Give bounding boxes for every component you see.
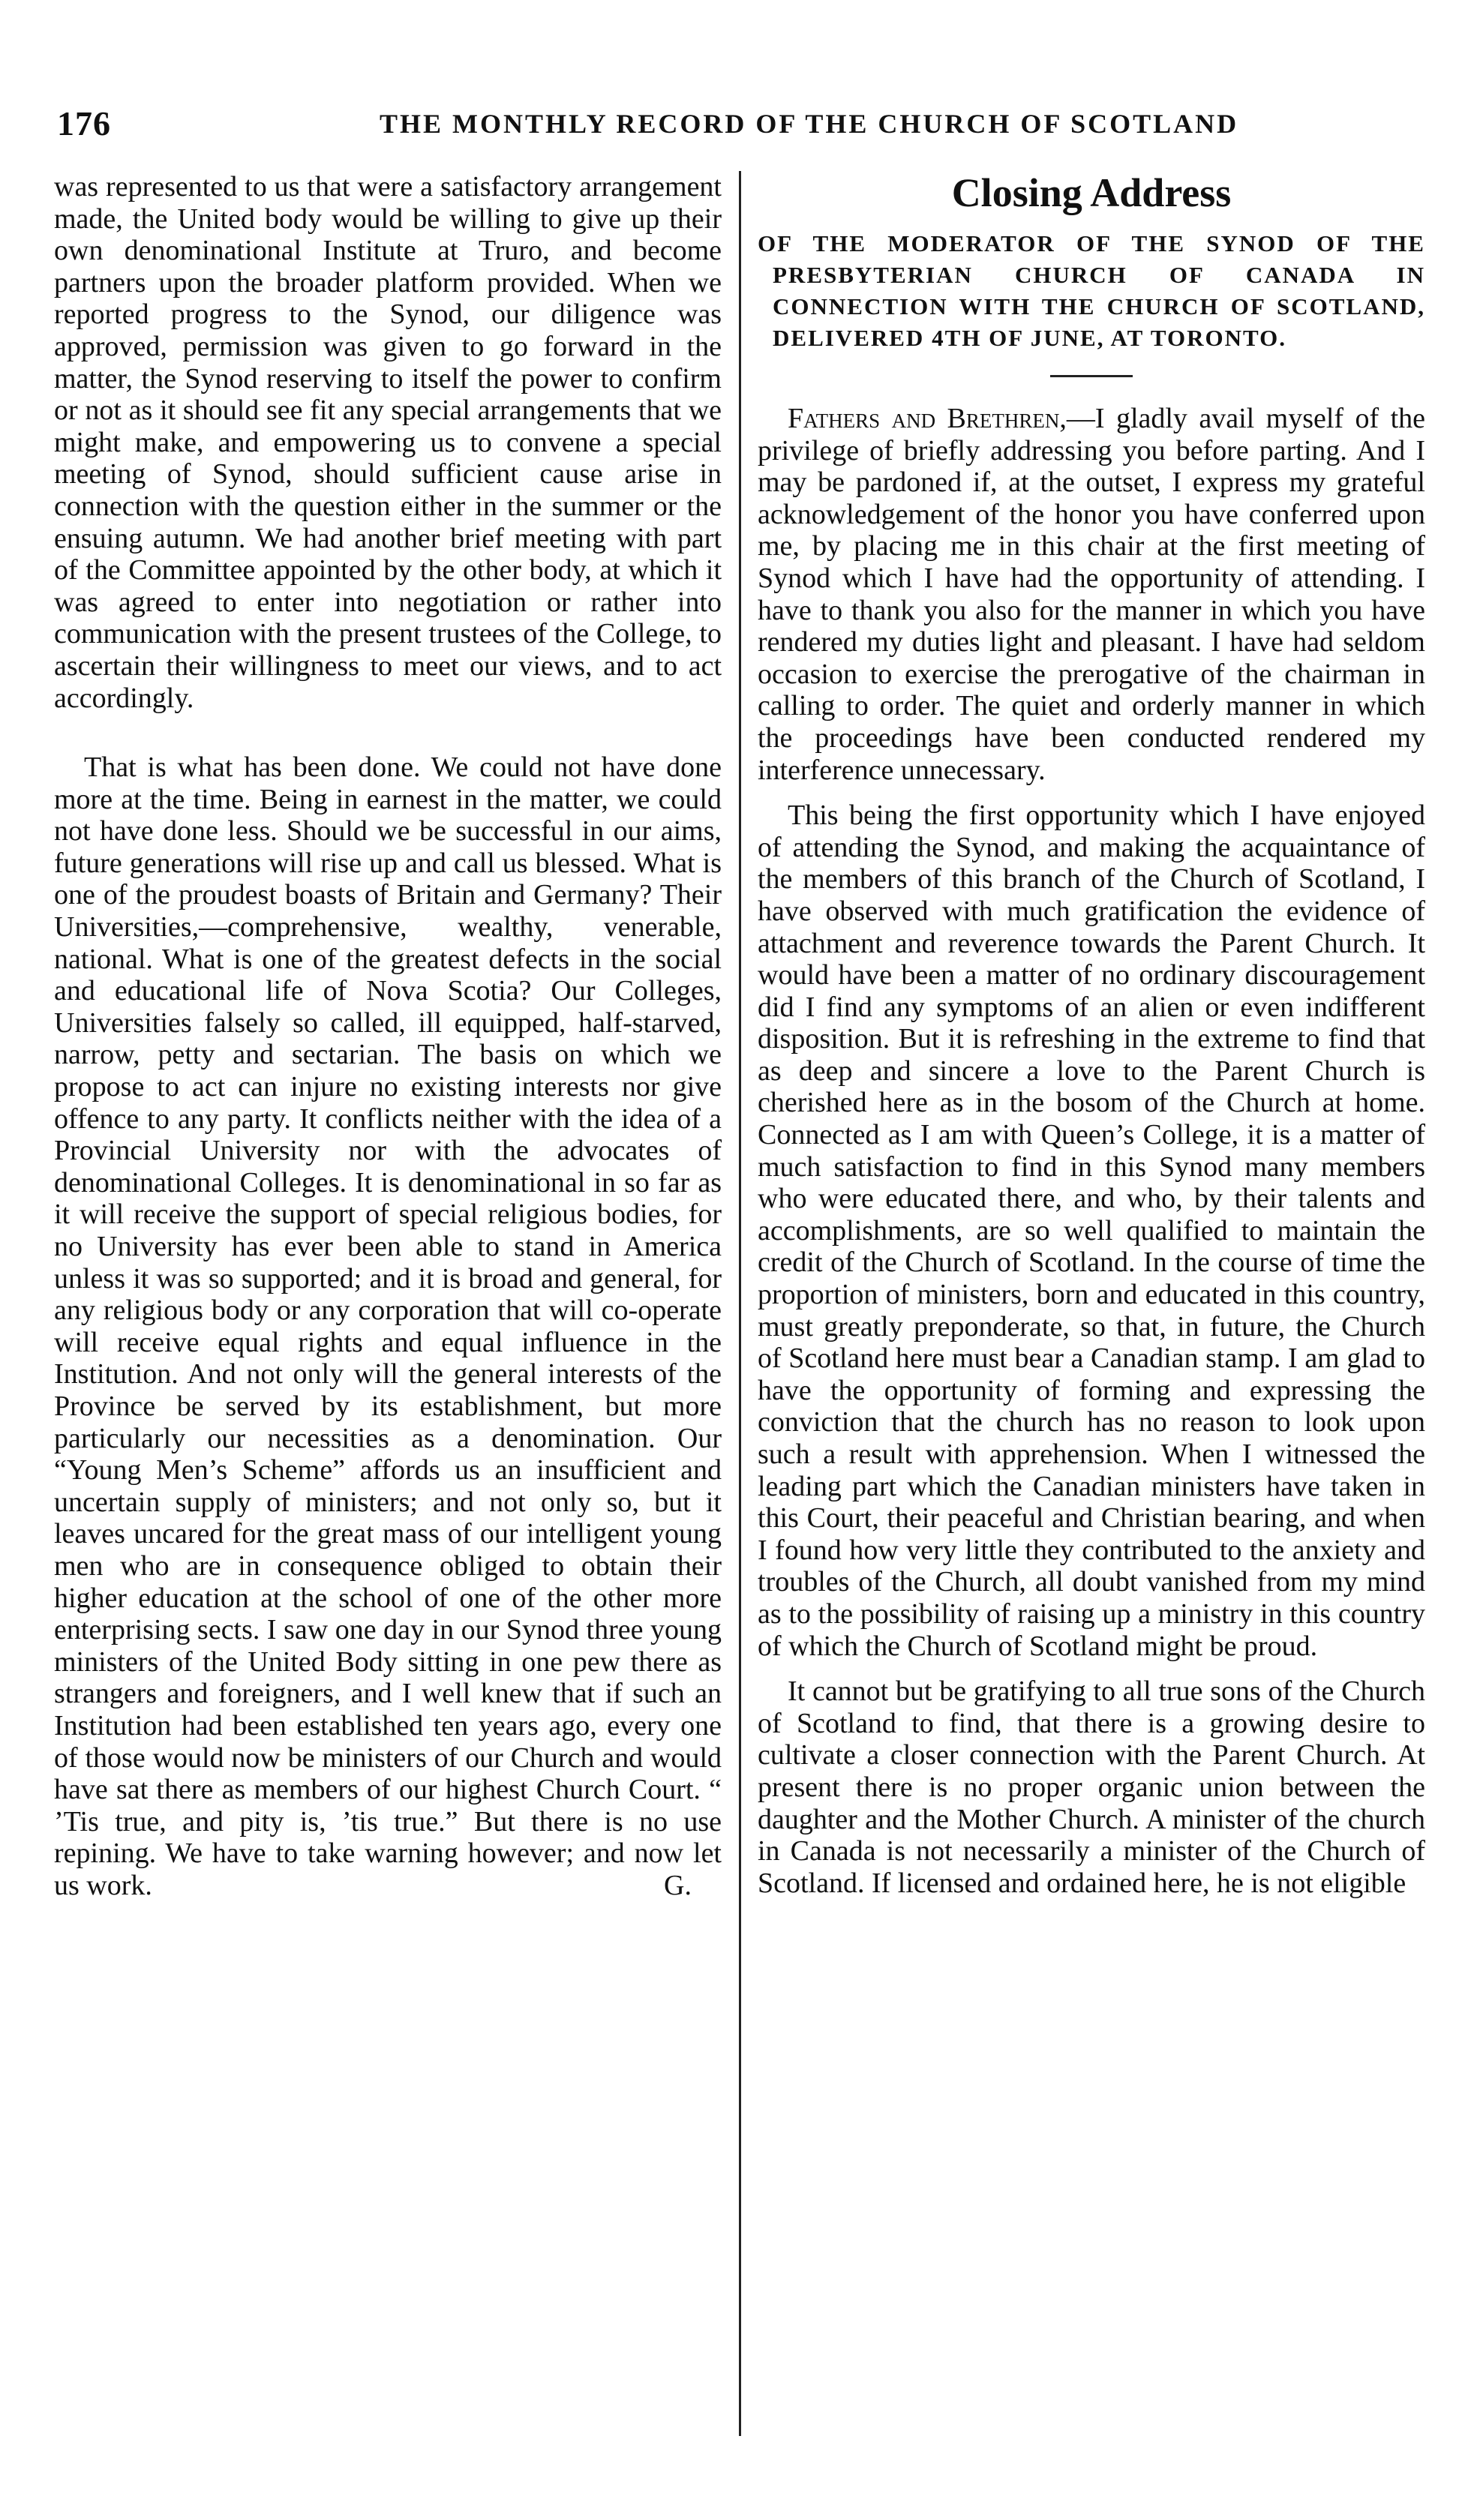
running-title: THE MONTHLY RECORD OF THE CHURCH OF SCOTLAND [380,109,1239,139]
right-paragraph-1-text: —I gladly avail myself of the privilege of briefly addressing you before parting. And I may be pardoned if, at the outset, I express my grateful acknowledgement of the honor you have conferred upon me, by placing me in this chair at the first meeting of Synod which I have had the opportunity of attending. I have to thank you also for the manner in which you have rendered my duties light and pleasant. I have had seldom occasion to exercise the prerogative of the chairman in calling to order. The quiet and orderly manner in which the proceedings have been conducted rendered my interference unnecessary. [758,403,1425,786]
left-paragraph-1: was represented to us that were a satisfactory arrangement made, the United body would be willing to give up their own denominational Institute at Truro, and become partners upon the broader platform provided. When we reported progress to the Synod, our diligence was approved, permission was given to go forward in the matter, the Synod reserving to itself the power to confirm or not as it should see fit any special arrangements that we might make, and empowering us to convene a special meeting of Synod, should sufficient cause arise in connection with the question either in the summer or the ensuing autumn. We had another brief meeting with part of the Committee appointed by the other body, at which it was agreed to enter into negotiation or rather into communication with the present trustees of the College, to ascertain their willingness to meet our views, and to act accordingly. [54,171,722,714]
left-paragraph-2 [54,752,722,1901]
page-header [27,104,1377,148]
right-paragraph-1 [758,403,1425,786]
right-paragraph-2: This being the first opportunity which I have enjoyed of attending the Synod, and making the acquaintance of the members of this branch of the Church of Scotland, I have observed with much gratification the evidence of attachment and reverence towards the Parent Church. It would have been a matter of no ordinary discouragement did I find any symptoms of an alien or even indifferent disposition. But it is refreshing in the extreme to find that as deep and sincere a love to the Parent Church is cherished here as in the bosom of the Church at home. Connected as I am with Queen’s College, it is a matter of much satisfaction to find in this Synod many members who were educated there, and who, by their talents and accomplishments, are so well qualified to maintain the credit of the Church of Scotland. In the course of time the proportion of ministers, born and educated in this country, must greatly preponderate, so that, in future, the Church of Scotland here must bear a Canadian stamp. I am glad to have the opportunity of forming and expressing the conviction that the church has no reason to look upon such a result with apprehension. When I witnessed the leading part which the Canadian ministers have taken in this Court, their peaceful and Christian bearing, and when I found how very little they contributed to the anxiety and troubles of the Church, all doubt vanished from my mind as to the possibility of raising up a ministry in this country of which the Church of Scotland might be proud. [758,800,1425,1662]
signature: G. [664,1869,692,1901]
left-paragraph-2-text: That is what has been done. We could not have done more at the time. Being in earnest in the matter, we could not have done less. Should we be successful in our aims, future generations will rise up and call us blessed. What is one of the proudest boasts of Britain and Germany? Their Universities,—comprehensive, wealthy, venerable, national. What is one of the greatest defects in the social and educational life of Nova Scotia? Our Colleges, Universities falsely so called, ill equipped, half-starved, narrow, petty and sectarian. The basis on which we propose to act can injure no existing interests nor give offence to any party. It conflicts neither with the idea of a Provincial University nor with the advocates of denominational Colleges. It is denominational in so far as it will receive the support of special religious bodies, for no University has ever been able to stand in America unless it was so supported; and it is broad and general, for any religious body or any corporation that will co-operate will receive equal rights and equal influence in the Institution. And not only will the general interests of the Province be served by its establishment, but more particularly our necessities as a denomination. Our “Young Men’s Scheme” affords us an insufficient and uncertain supply of ministers; and not only so, but it leaves uncared for the great mass of our intelligent young men who are in consequence obliged to obtain their higher education at the school of one of the other more enterprising sects. I saw one day in our Synod three young ministers of the United Body sitting in one pew there as strangers and foreigners, and I well knew that if such an Institution had been established ten years ago, every one of those would now be ministers of our Church and would have sat there as members of our highest Church Court. “ ’Tis true, and pity is, ’tis true.” But there is no use repining. We have to take warning however; and now let us work. [54,752,722,1901]
right-paragraph-3: It cannot but be gratifying to all true sons of the Church of Scotland to find, that there is a growing desire to cultivate a closer connection with the Parent Church. At present there is no proper organic union between the daughter and the Mother Church. A minister of the church in Canada is not necessarily a minister of the Church of Scotland. If licensed and ordained here, he is not eligible [758,1676,1425,1899]
article-subtitle: OF THE MODERATOR OF THE SYNOD OF THE PRESBYTERIAN CHURCH OF CANADA IN CONNECTION WITH THE CHURCH OF SCOTLAND, DELIVERED 4TH OF JUNE, AT TORONTO. [758,230,1425,351]
article-title: Closing Address [951,170,1232,215]
title-divider [1050,375,1133,377]
column-divider [739,171,741,2436]
left-column [54,171,722,1901]
right-column [758,171,1425,1899]
salutation: Fathers and Brethren, [788,403,1067,434]
page-number: 176 [57,104,111,142]
